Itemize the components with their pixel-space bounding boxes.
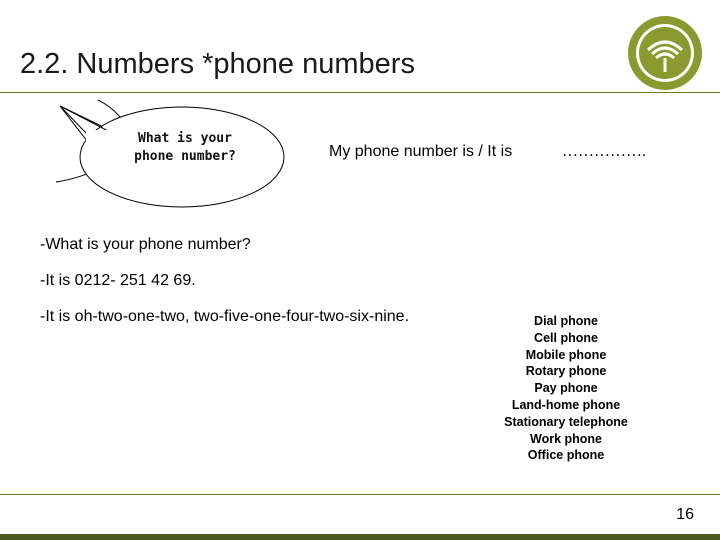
bubble-line-2: phone number?	[134, 149, 236, 164]
list-item: Land-home phone	[511, 397, 621, 412]
answer-blank: …………….	[562, 143, 646, 160]
list-item: Office phone	[527, 448, 605, 463]
bubble-line-1: What is your	[138, 131, 232, 146]
list-item: Pay phone	[534, 381, 598, 396]
page-number: 16	[676, 506, 694, 523]
footer-bar	[0, 534, 720, 540]
page-title: 2.2. Numbers *phone numbers	[20, 48, 415, 80]
university-logo	[626, 14, 704, 92]
list-item: Cell phone	[534, 330, 598, 345]
list-item: Work phone	[530, 431, 602, 446]
list-item: Stationary telephone	[504, 414, 628, 429]
phone-types-list	[486, 313, 646, 464]
dialogue-line: -What is your phone number?	[40, 236, 251, 253]
list-item: Dial phone	[534, 314, 598, 328]
title-divider	[0, 92, 720, 93]
footer-divider	[0, 494, 720, 495]
list-item: Rotary phone	[525, 364, 607, 379]
dialogue-line: -It is 0212- 251 42 69.	[40, 272, 196, 289]
list-item: Mobile phone	[525, 347, 607, 362]
bubble-text	[110, 130, 260, 166]
answer-prompt: My phone number is / It is	[329, 143, 513, 160]
dialogue-line: -It is oh-two-one-two, two-five-one-four-two-six-nine.	[40, 308, 410, 325]
